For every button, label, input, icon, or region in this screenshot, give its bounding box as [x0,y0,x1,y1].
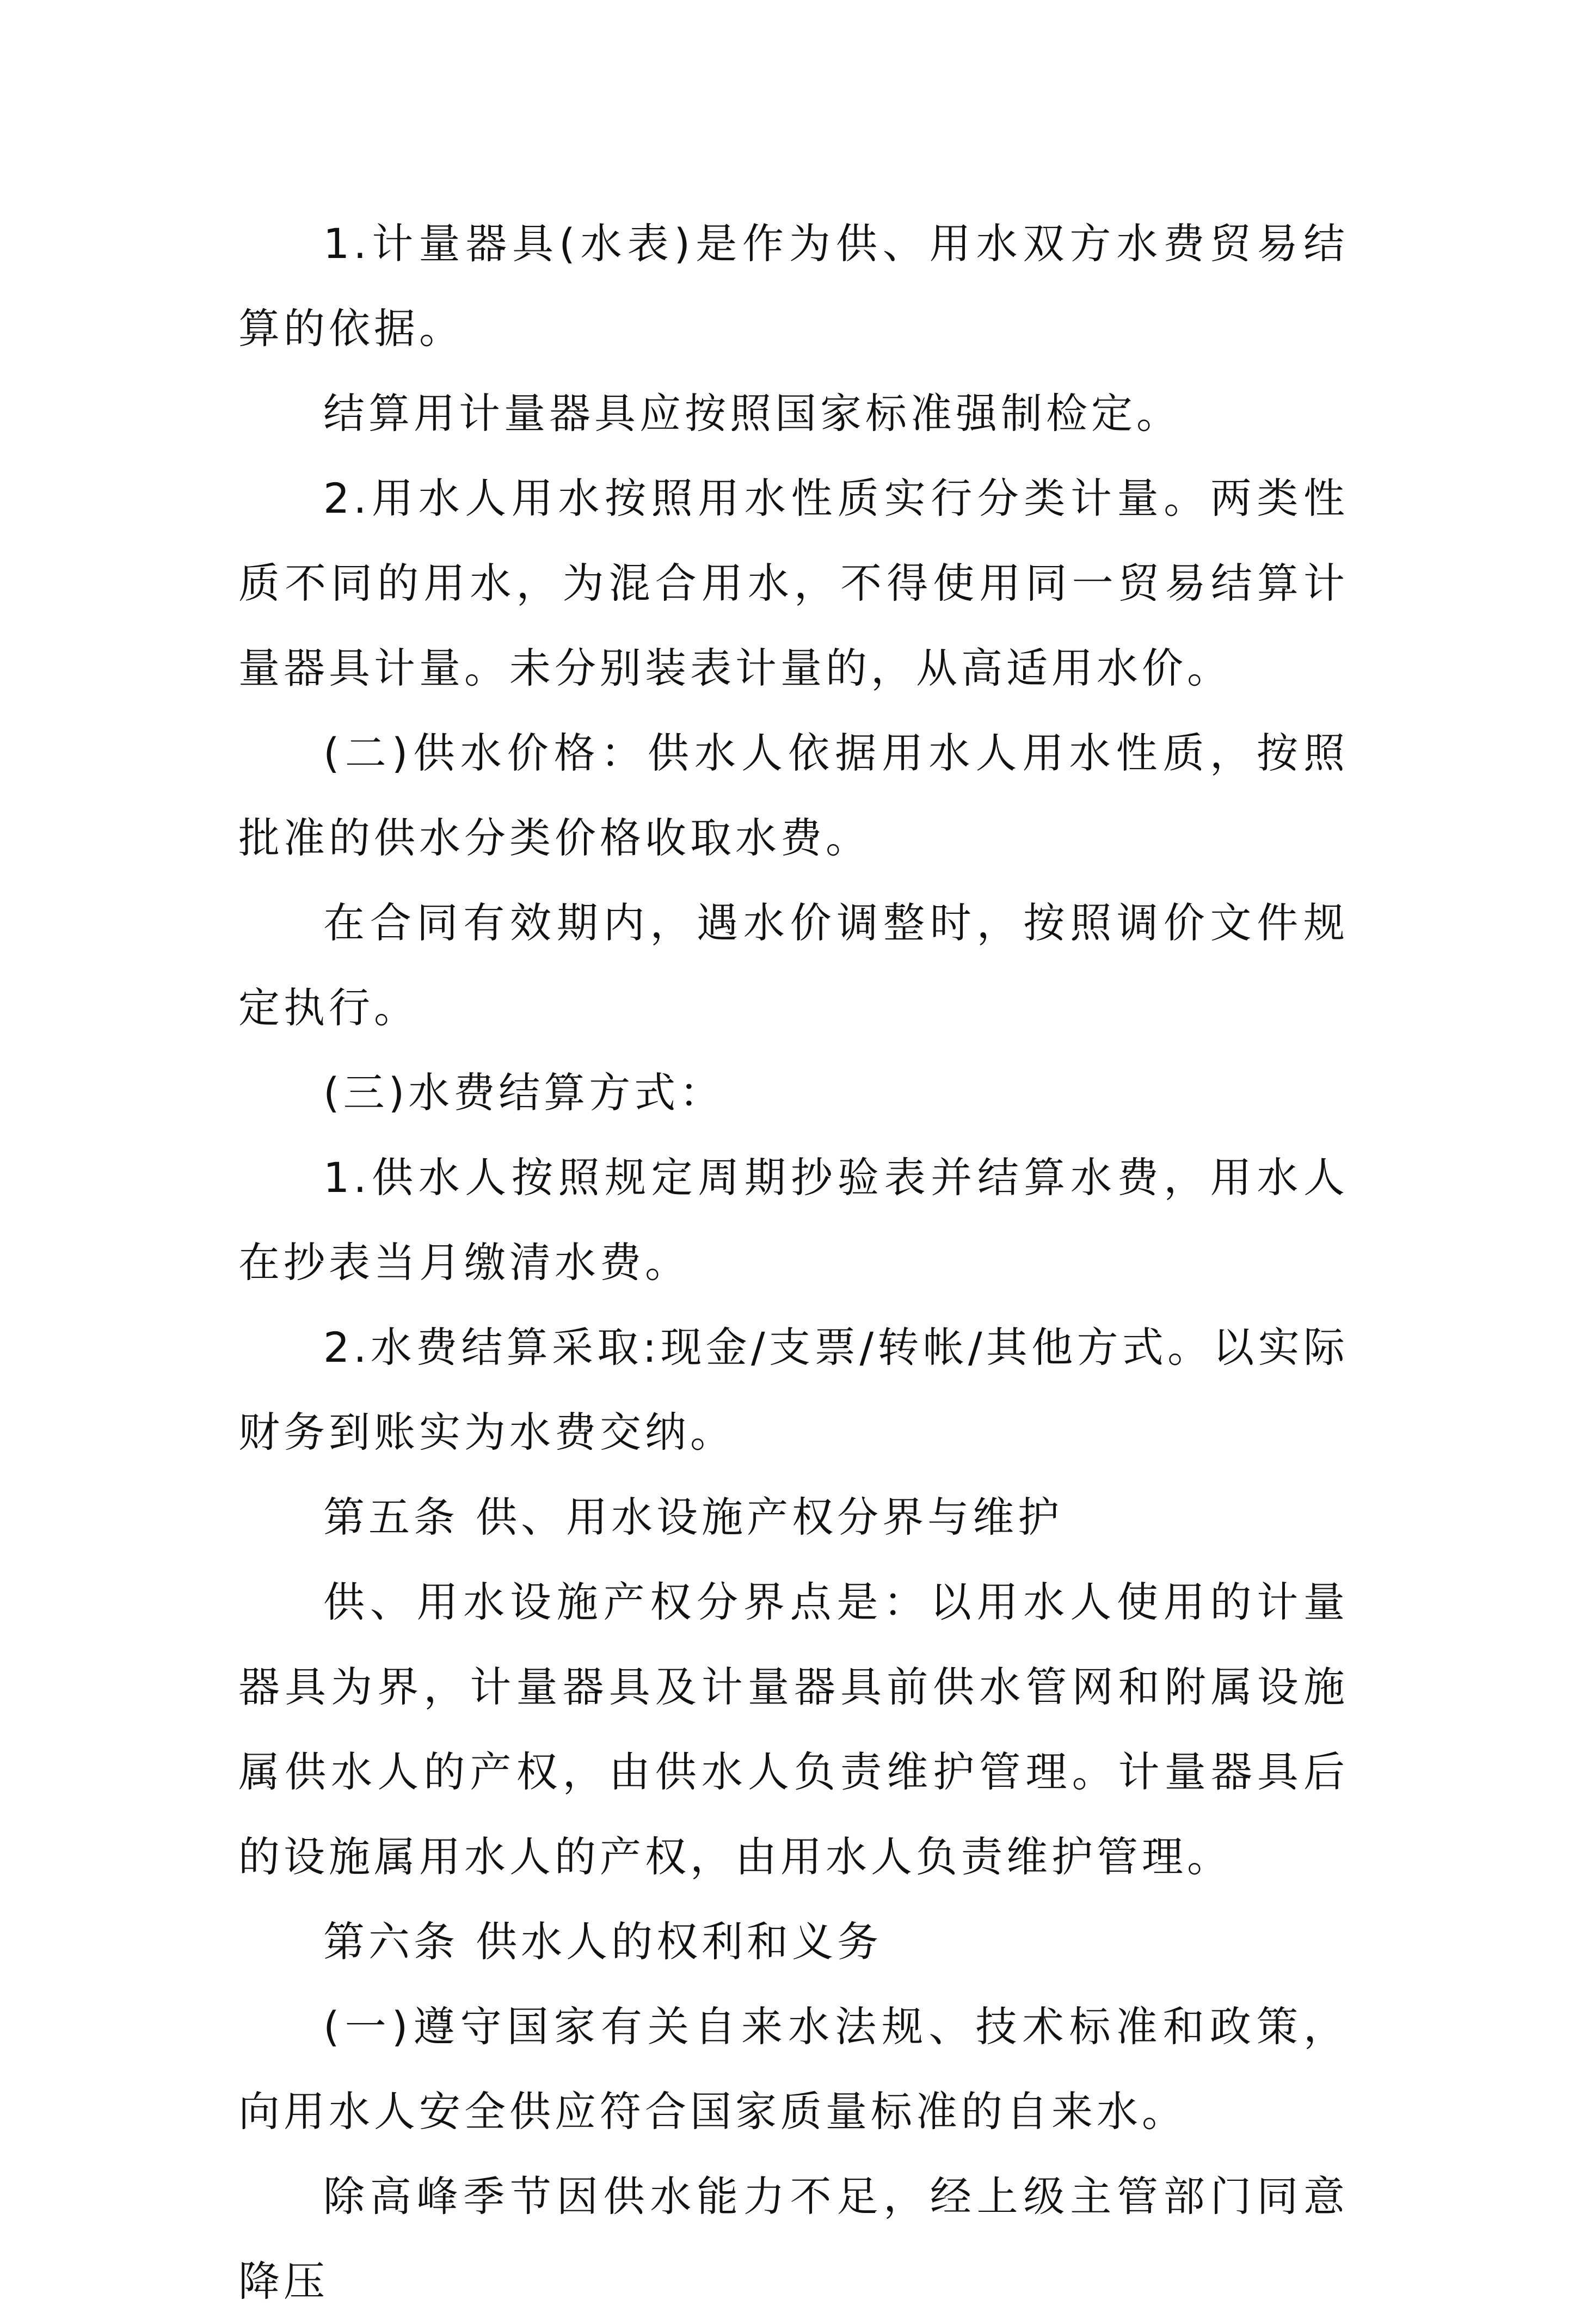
paragraph-supplier-obligation: (一)遵守国家有关自来水法规、技术标准和政策，向用水人安全供应符合国家质量标准的自来水。 [238,2002,1349,2136]
paragraph-property-boundary: 供、用水设施产权分界点是：以用水人使用的计量器具为界，计量器具及计量器具前供水管网和附属设施属供水人的产权，由供水人负责维护管理。计量器具后的设施属用水人的产权，由用水人负责维护管理。 [238,1578,1349,1881]
paragraph-meter-basis: 1.计量器具(水表)是作为供、用水双方水费贸易结算的依据。 [238,219,1349,353]
paragraph-meter-reading: 1.供水人按照规定周期抄验表并结算水费，用水人在抄表当月缴清水费。 [238,1153,1349,1287]
paragraph-payment-methods: 2.水费结算采取:现金/支票/转帐/其他方式。以实际财务到账实为水费交纳。 [238,1323,1349,1456]
paragraph-water-price: (二)供水价格：供水人依据用水人用水性质，按照 批准的供水分类价格收取水费。 [238,729,1349,862]
paragraph-meter-verification: 结算用计量器具应按照国家标准强制检定。 [323,389,1182,438]
article-heading-five: 第五条 供、用水设施产权分界与维护 [323,1493,1063,1541]
section-heading-settlement: (三)水费结算方式： [323,1068,725,1117]
paragraph-peak-season: 除高峰季节因供水能力不足，经上级主管部门同意降压 [238,2172,1349,2305]
paragraph-classified-metering: 2.用水人用水按照用水性质实行分类计量。两类性质不同的用水，为混合用水，不得使用同一贸易结算计量器具计量。未分别装表计量的，从高适用水价。 [238,474,1349,692]
article-heading-six: 第六条 供水人的权利和义务 [323,1917,883,1966]
document-body [238,201,1349,2324]
paragraph-price-adjustment: 在合同有效期内，遇水价调整时，按照调价文件规定执行。 [238,899,1349,1032]
